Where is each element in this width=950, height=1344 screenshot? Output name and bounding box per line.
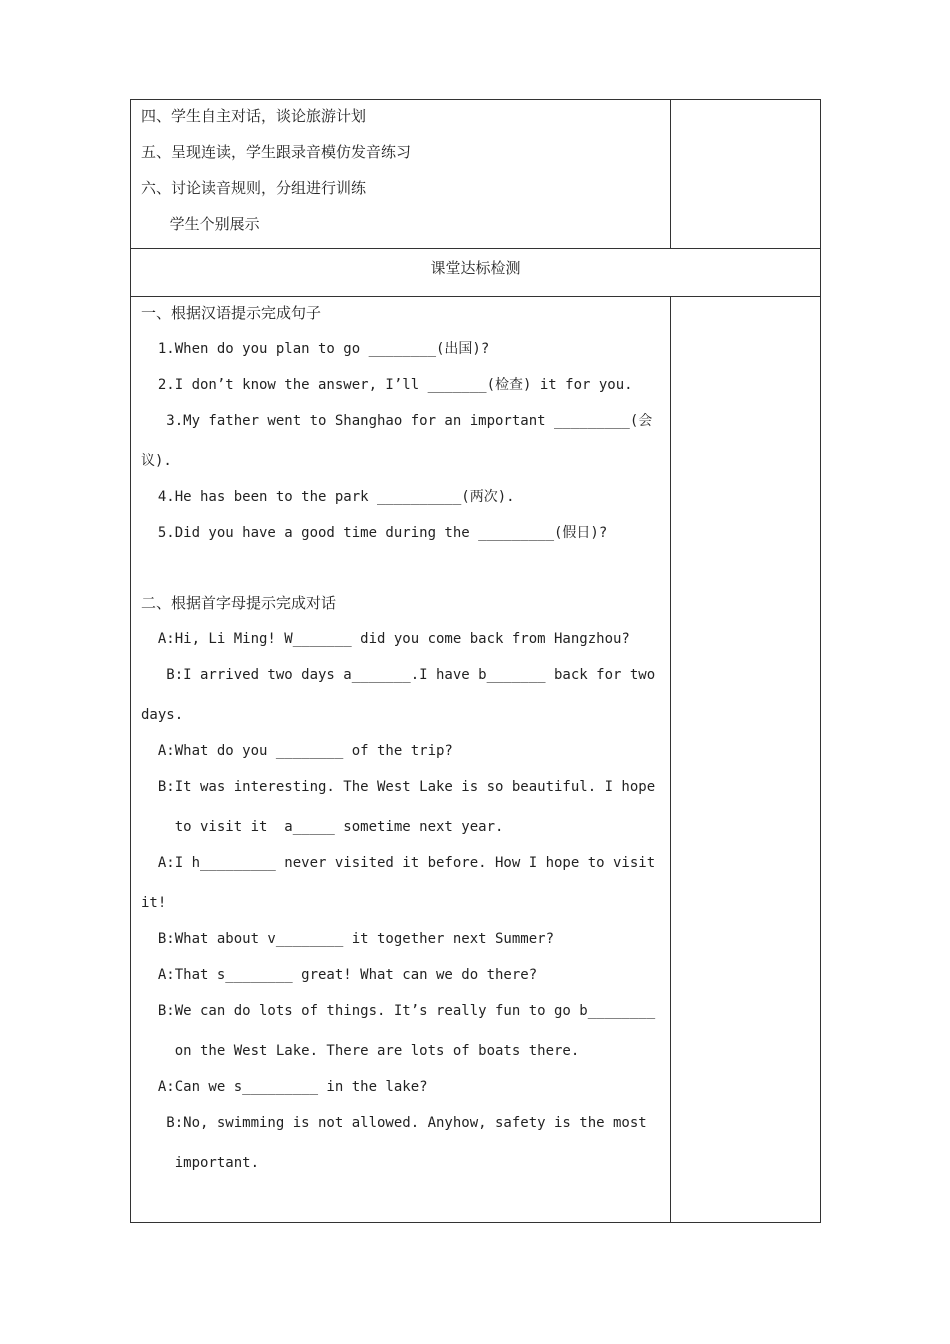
- dialogue-line-4: B:It was interesting. The West Lake is so beautiful. I hope: [141, 779, 656, 795]
- dialogue-line-5: A:I h_________ never visited it before. How I hope to visit: [141, 855, 656, 871]
- part1-title: 一、根据汉语提示完成句子: [141, 304, 322, 322]
- dialogue-line-3: A:What do you ________ of the trip?: [141, 743, 453, 759]
- lesson-table: [130, 99, 821, 1223]
- dialogue-line-5-cont: it!: [141, 895, 167, 911]
- dialogue-line-9: A:Can we s_________ in the lake?: [141, 1079, 428, 1095]
- check-header-row: [131, 249, 821, 297]
- part1-question-5: 5.Did you have a good time during the _________(假日)?: [141, 525, 608, 541]
- spacer: [141, 557, 662, 591]
- notes-cell-bottom: [671, 297, 821, 1223]
- exercise-row: [131, 297, 821, 1223]
- activity-line-6-sub: 学生个别展示: [141, 215, 260, 233]
- part2-title: 二、根据首字母提示完成对话: [141, 594, 337, 612]
- part1-question-4: 4.He has been to the park __________(两次).: [141, 489, 515, 505]
- dialogue-line-8: B:We can do lots of things. It’s really fun to go b________: [141, 1003, 656, 1019]
- part1-question-3-cont: 议).: [141, 453, 172, 469]
- check-header: 课堂达标检测: [131, 249, 821, 297]
- notes-cell-top: [671, 100, 821, 249]
- dialogue-line-6: B:What about v________ it together next Summer?: [141, 931, 555, 947]
- activity-line-4: 四、学生自主对话，谈论旅游计划: [141, 107, 367, 125]
- part1-question-1: 1.When do you plan to go ________(出国)?: [141, 341, 490, 357]
- exercise-cell: [131, 297, 671, 1223]
- dialogue-line-2-cont: days.: [141, 707, 184, 723]
- dialogue-line-7: A:That s________ great! What can we do there?: [141, 967, 538, 983]
- part1-question-2: 2.I don’t know the answer, I’ll _______(检查) it for you.: [141, 377, 633, 393]
- activities-row: [131, 100, 821, 249]
- dialogue-line-4-cont: to visit it a_____ sometime next year.: [141, 819, 504, 835]
- activity-line-6: 六、讨论读音规则，分组进行训练: [141, 179, 367, 197]
- dialogue-line-10-cont: important.: [141, 1155, 260, 1171]
- dialogue-line-10: B:No, swimming is not allowed. Anyhow, safety is the most: [141, 1115, 647, 1131]
- dialogue-line-1: A:Hi, Li Ming! W_______ did you come back from Hangzhou?: [141, 631, 630, 647]
- activity-line-5: 五、呈现连读，学生跟录音模仿发音练习: [141, 143, 412, 161]
- part1-question-3: 3.My father went to Shanghao for an important _________(会: [141, 413, 653, 429]
- activities-cell: [131, 100, 671, 249]
- dialogue-line-2: B:I arrived two days a_______.I have b_______ back for two: [141, 667, 656, 683]
- dialogue-line-8-cont: on the West Lake. There are lots of boats there.: [141, 1043, 580, 1059]
